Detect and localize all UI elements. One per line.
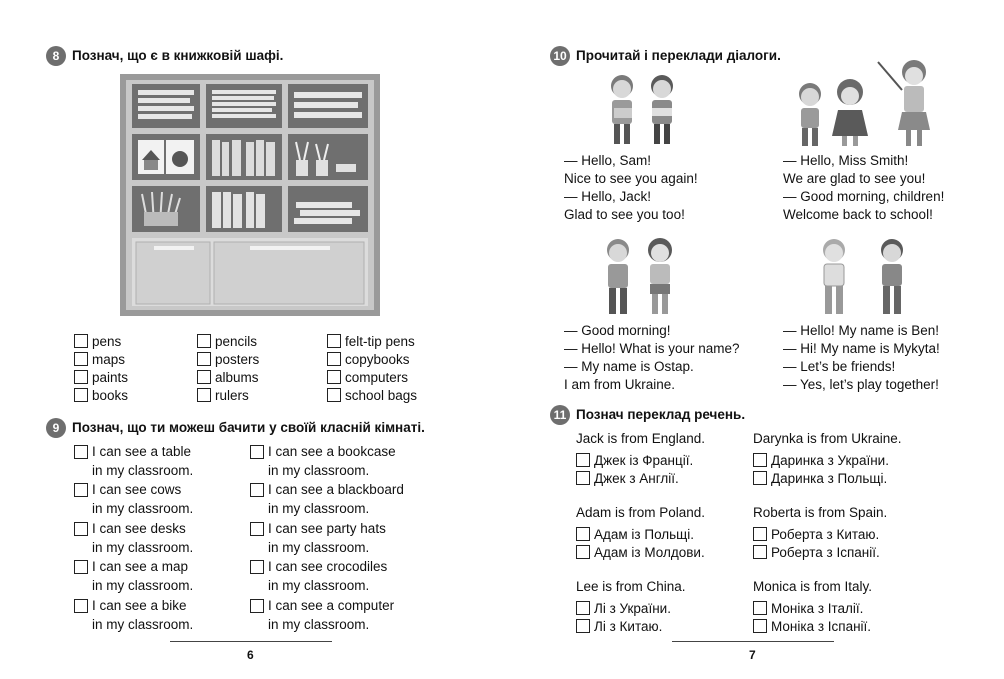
ex9-option[interactable] — [250, 597, 394, 634]
ex8-column-1 — [74, 332, 128, 404]
dialog-line: — Good morning! — [564, 323, 671, 338]
option-line-2: in my classroom. — [268, 577, 370, 593]
checkbox[interactable] — [753, 601, 767, 615]
exercise-number-8: 8 — [46, 46, 66, 66]
checkbox[interactable] — [74, 352, 88, 366]
exercise-number-9: 9 — [46, 418, 66, 438]
exercise-10-title: Прочитай і переклади діалоги. — [576, 48, 781, 63]
dialog-line: Welcome back to school! — [783, 207, 933, 222]
option-line-1: I can see a blackboard — [268, 482, 404, 497]
option-label: computers — [345, 369, 409, 385]
option-label: pencils — [215, 333, 258, 349]
ex11-option[interactable] — [753, 469, 902, 487]
option-label: Моніка з Іспанії. — [771, 618, 872, 634]
option-line-2: in my classroom. — [92, 539, 194, 555]
ex11-item — [753, 430, 902, 487]
dialog-line: — Hi! My name is Mykyta! — [783, 341, 940, 356]
dialog-line: — My name is Ostap. — [564, 359, 694, 374]
exercise-number-11: 11 — [550, 405, 570, 425]
dialog-line: I am from Ukraine. — [564, 377, 676, 392]
checkbox[interactable] — [250, 483, 264, 497]
ex11-option[interactable] — [576, 451, 705, 469]
checkbox[interactable] — [327, 388, 341, 402]
dialog-3 — [564, 322, 740, 394]
ex9-option[interactable] — [74, 443, 193, 480]
footer-rule — [672, 641, 834, 642]
dialog-line: — Yes, let’s play together! — [783, 377, 939, 392]
checkbox[interactable] — [74, 388, 88, 402]
option-line-1: I can see desks — [92, 521, 186, 536]
ex11-item — [576, 430, 705, 487]
exercise-11-title: Познач переклад речень. — [576, 407, 746, 422]
checkbox[interactable] — [250, 445, 264, 459]
option-label: Джек з Англії. — [594, 470, 679, 486]
ex8-option[interactable] — [197, 350, 259, 368]
ex11-item — [753, 504, 887, 561]
checkbox[interactable] — [74, 445, 88, 459]
checkbox[interactable] — [576, 619, 590, 633]
option-line-1: I can see party hats — [268, 521, 386, 536]
option-label: Роберта з Китаю. — [771, 526, 880, 542]
option-line-2: in my classroom. — [92, 500, 194, 516]
ex11-option[interactable] — [753, 617, 872, 635]
ex8-option[interactable] — [327, 332, 417, 350]
ex11-option[interactable] — [753, 543, 887, 561]
ex11-option[interactable] — [576, 543, 705, 561]
option-label: pens — [92, 333, 122, 349]
option-label: rulers — [215, 387, 249, 403]
ex8-column-2 — [197, 332, 259, 404]
option-label: posters — [215, 351, 260, 367]
ex8-option[interactable] — [197, 386, 259, 404]
checkbox[interactable] — [753, 619, 767, 633]
checkbox[interactable] — [74, 599, 88, 613]
checkbox[interactable] — [327, 370, 341, 384]
dialog-2 — [783, 152, 944, 224]
ex8-option[interactable] — [197, 368, 259, 386]
dialog-line: We are glad to see you! — [783, 171, 926, 186]
ex8-option[interactable] — [74, 386, 128, 404]
checkbox[interactable] — [327, 352, 341, 366]
source-sentence: Monica is from Italy. — [753, 579, 873, 594]
two-boys-greeting-illustration — [814, 236, 914, 320]
ex11-item — [576, 504, 705, 561]
exercise-9-title: Познач, що ти можеш бачити у своїй класній кімнаті. — [72, 420, 425, 435]
checkbox[interactable] — [753, 453, 767, 467]
dialog-line: — Hello, Jack! — [564, 189, 652, 204]
option-label: Даринка з Польщі. — [771, 470, 888, 486]
ex8-option[interactable] — [327, 368, 417, 386]
checkbox[interactable] — [576, 527, 590, 541]
checkbox[interactable] — [576, 453, 590, 467]
ex9-option[interactable] — [74, 481, 193, 518]
option-label: Лі з Китаю. — [594, 618, 663, 634]
ex11-option[interactable] — [576, 599, 686, 617]
option-line-1: I can see a map — [92, 559, 189, 574]
source-sentence: Lee is from China. — [576, 579, 686, 594]
dialog-1 — [564, 152, 698, 224]
option-label: copybooks — [345, 351, 410, 367]
option-label: school bags — [345, 387, 418, 403]
footer-rule — [170, 641, 332, 642]
option-label: Адам із Молдови. — [594, 544, 705, 560]
option-label: maps — [92, 351, 126, 367]
checkbox[interactable] — [753, 527, 767, 541]
ex8-option[interactable] — [74, 332, 128, 350]
ex8-option[interactable] — [197, 332, 259, 350]
ex8-option[interactable] — [327, 350, 417, 368]
teacher-and-children-illustration — [790, 54, 950, 150]
ex9-option[interactable] — [250, 443, 396, 480]
option-line-1: I can see a table — [92, 444, 192, 459]
option-label: Даринка з України. — [771, 452, 889, 468]
checkbox[interactable] — [753, 471, 767, 485]
checkbox[interactable] — [576, 545, 590, 559]
ex8-column-3 — [327, 332, 417, 404]
ex11-option[interactable] — [753, 525, 887, 543]
dialog-line: Glad to see you too! — [564, 207, 685, 222]
dialog-line: Nice to see you again! — [564, 171, 698, 186]
dialog-line: — Hello, Miss Smith! — [783, 153, 909, 168]
checkbox[interactable] — [250, 560, 264, 574]
source-sentence: Adam is from Poland. — [576, 505, 706, 520]
option-label: Адам із Польщі. — [594, 526, 695, 542]
ex11-option[interactable] — [576, 469, 705, 487]
option-line-2: in my classroom. — [268, 500, 370, 516]
dialog-4 — [783, 322, 940, 394]
source-sentence: Roberta is from Spain. — [753, 505, 888, 520]
option-line-1: I can see cows — [92, 482, 182, 497]
checkbox[interactable] — [74, 370, 88, 384]
page-number-right: 7 — [749, 648, 756, 662]
ex11-option[interactable] — [753, 599, 872, 617]
ex11-option[interactable] — [576, 617, 686, 635]
ex8-option[interactable] — [327, 386, 417, 404]
checkbox[interactable] — [74, 483, 88, 497]
ex9-option[interactable] — [74, 597, 193, 634]
checkbox[interactable] — [753, 545, 767, 559]
dialog-line: — Hello, Sam! — [564, 153, 652, 168]
two-boys-illustration — [598, 72, 690, 150]
option-label: felt-tip pens — [345, 333, 415, 349]
option-line-2: in my classroom. — [268, 539, 370, 555]
bookcase-illustration — [120, 74, 380, 316]
ex9-option[interactable] — [74, 520, 193, 557]
page-number-left: 6 — [247, 648, 254, 662]
option-line-2: in my classroom. — [268, 462, 370, 478]
ex9-option[interactable] — [250, 558, 387, 595]
option-line-2: in my classroom. — [92, 462, 194, 478]
dialog-line: — Good morning, children! — [783, 189, 945, 204]
checkbox[interactable] — [197, 370, 211, 384]
ex11-item — [753, 578, 872, 635]
ex11-item — [576, 578, 686, 635]
ex11-option[interactable] — [576, 525, 705, 543]
option-line-2: in my classroom. — [92, 577, 194, 593]
boy-and-girl-illustration — [598, 236, 682, 320]
dialog-line: — Let’s be friends! — [783, 359, 896, 374]
ex8-option[interactable] — [74, 368, 128, 386]
ex8-option[interactable] — [74, 350, 128, 368]
checkbox[interactable] — [576, 601, 590, 615]
exercise-8-title: Познач, що є в книжковій шафі. — [72, 48, 284, 63]
source-sentence: Darynka is from Ukraine. — [753, 431, 902, 446]
ex11-option[interactable] — [753, 451, 902, 469]
ex9-option[interactable] — [250, 520, 386, 557]
option-label: Джек із Франції. — [594, 452, 694, 468]
checkbox[interactable] — [74, 522, 88, 536]
option-label: Роберта з Іспанії. — [771, 544, 880, 560]
option-label: paints — [92, 369, 129, 385]
ex9-option[interactable] — [250, 481, 404, 518]
option-line-1: I can see a computer — [268, 598, 395, 613]
checkbox[interactable] — [74, 560, 88, 574]
checkbox[interactable] — [74, 334, 88, 348]
source-sentence: Jack is from England. — [576, 431, 706, 446]
checkbox[interactable] — [327, 334, 341, 348]
option-line-1: I can see a bike — [92, 598, 187, 613]
checkbox[interactable] — [576, 471, 590, 485]
checkbox[interactable] — [197, 334, 211, 348]
option-line-2: in my classroom. — [268, 616, 370, 632]
option-label: Лі з України. — [594, 600, 671, 616]
option-label: books — [92, 387, 129, 403]
checkbox[interactable] — [250, 599, 264, 613]
checkbox[interactable] — [197, 388, 211, 402]
option-line-1: I can see a bookcase — [268, 444, 396, 459]
option-line-1: I can see crocodiles — [268, 559, 388, 574]
ex9-option[interactable] — [74, 558, 193, 595]
option-label: albums — [215, 369, 259, 385]
exercise-number-10: 10 — [550, 46, 570, 66]
dialog-line: — Hello! My name is Ben! — [783, 323, 940, 338]
checkbox[interactable] — [250, 522, 264, 536]
option-label: Моніка з Італії. — [771, 600, 864, 616]
option-line-2: in my classroom. — [92, 616, 194, 632]
checkbox[interactable] — [197, 352, 211, 366]
dialog-line: — Hello! What is your name? — [564, 341, 740, 356]
